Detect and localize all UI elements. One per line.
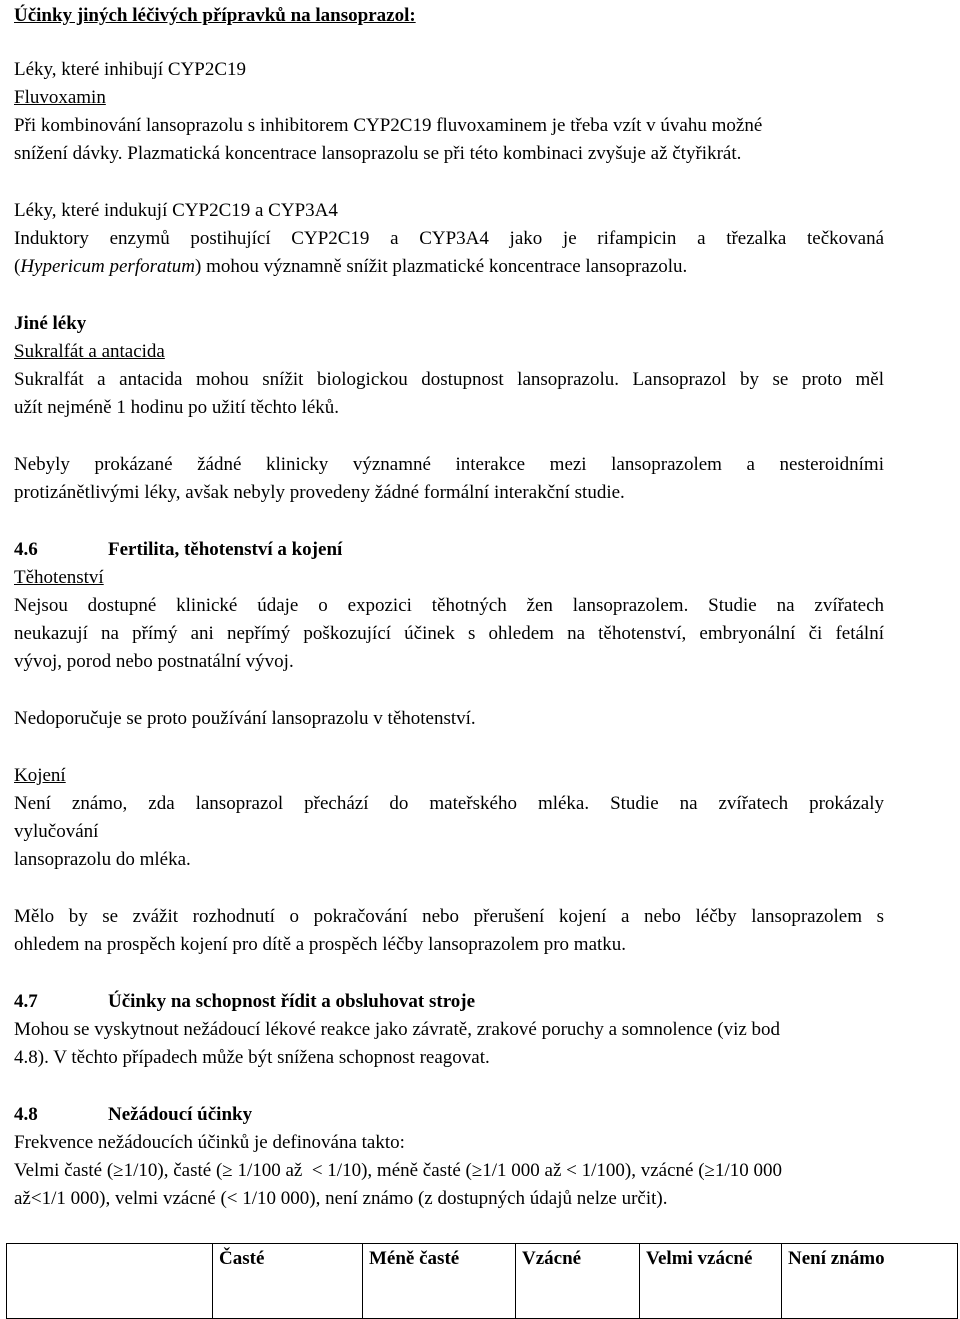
section-4-7-heading bbox=[14, 988, 475, 1016]
section-4-6-number: 4.6 bbox=[14, 539, 38, 560]
table-header-cell: Vzácné bbox=[516, 1244, 640, 1319]
driving-text-line-1: Mohou se vyskytnout nežádoucí lékové reakce jako závratě, zrakové poruchy a somnolence (viz bod bbox=[14, 1019, 781, 1040]
fluvoxamin-subheading: Fluvoxamin bbox=[14, 87, 106, 108]
inducers-heading: Léky, které indukují CYP2C19 a CYP3A4 bbox=[14, 200, 338, 221]
pregnancy-subheading: Těhotenství bbox=[14, 567, 104, 588]
nsaid-text-line-2: protizánětlivými léky, avšak nebyly provedeny žádné formální interakční studie. bbox=[14, 482, 625, 503]
table-header-cell bbox=[7, 1244, 213, 1319]
other-drugs-heading: Jiné léky bbox=[14, 313, 87, 334]
frequency-table bbox=[6, 1243, 958, 1319]
table-header-row bbox=[7, 1244, 958, 1319]
hypericum-italic: Hypericum perforatum bbox=[20, 256, 195, 277]
lactation-decision-line-2: ohledem na prospěch kojení pro dítě a prospěch léčby lansoprazolem pro matku. bbox=[14, 934, 627, 955]
table-header-cell: Velmi vzácné bbox=[640, 1244, 782, 1319]
inducers-paren-open: ( bbox=[14, 256, 21, 277]
pregnancy-recommendation: Nedoporučuje se proto používání lansoprazolu v těhotenství. bbox=[14, 708, 476, 729]
section-4-6-title: Fertilita, těhotenství a kojení bbox=[108, 539, 343, 560]
table-header-cell: Není známo bbox=[782, 1244, 958, 1319]
section-4-8-title: Nežádoucí účinky bbox=[108, 1104, 253, 1125]
driving-text-line-2: 4.8). V těchto případech může být snížena schopnost reagovat. bbox=[14, 1047, 490, 1068]
inducers-text-line-2 bbox=[14, 253, 687, 281]
section-4-7-title: Účinky na schopnost řídit a obsluhovat stroje bbox=[108, 991, 476, 1012]
lactation-subheading: Kojení bbox=[14, 765, 66, 786]
sucralfate-subheading: Sukralfát a antacida bbox=[14, 341, 165, 362]
lactation-text-line-3: lansoprazolu do mléka. bbox=[14, 849, 191, 870]
nsaid-text-line-1: Nebyly prokázané žádné klinicky významné interakce mezi lansoprazolem a nesteroidními bbox=[14, 454, 884, 475]
pregnancy-text-line-3: vývoj, porod nebo postnatální vývoj. bbox=[14, 651, 294, 672]
frequency-definition-line-2: až<1/1 000), velmi vzácné (< 1/10 000), není známo (z dostupných údajů nelze určit). bbox=[14, 1188, 668, 1209]
lactation-text-line-1: Není známo, zda lansoprazol přechází do mateřského mléka. Studie na zvířatech prokázaly bbox=[14, 793, 884, 814]
fluvoxamin-text-line-2: snížení dávky. Plazmatická koncentrace lansoprazolu se při této kombinaci zvyšuje až čtyřikrát. bbox=[14, 143, 742, 164]
lactation-decision-line-1: Mělo by se zvážit rozhodnutí o pokračování nebo přerušení kojení a nebo léčby lansoprazolem s bbox=[14, 906, 884, 927]
sucralfate-text-line-1: Sukralfát a antacida mohou snížit biologickou dostupnost lansoprazolu. Lansoprazol by se proto měl bbox=[14, 369, 884, 390]
pregnancy-text-line-1: Nejsou dostupné klinické údaje o expozici těhotných žen lansoprazolem. Studie na zvířatech bbox=[14, 595, 884, 616]
table-header-cell: Méně časté bbox=[363, 1244, 516, 1319]
page-title: Účinky jiných léčivých přípravků na lansoprazol: bbox=[14, 5, 416, 26]
pregnancy-text-line-2: neukazují na přímý ani nepřímý poškozující účinek s ohledem na těhotenství, embryonální či fetální bbox=[14, 623, 884, 644]
lactation-text-line-2: vylučování bbox=[14, 821, 99, 842]
cyp2c19-inhibitors-heading: Léky, které inhibují CYP2C19 bbox=[14, 59, 247, 80]
sucralfate-text-line-2: užít nejméně 1 hodinu po užití těchto léků. bbox=[14, 397, 340, 418]
section-4-7-number: 4.7 bbox=[14, 991, 38, 1012]
inducers-text-line-1: Induktory enzymů postihující CYP2C19 a CYP3A4 jako je rifampicin a třezalka tečkovaná bbox=[14, 228, 884, 249]
inducers-text-rest: ) mohou významně snížit plazmatické koncentrace lansoprazolu. bbox=[195, 256, 688, 277]
section-4-8-heading bbox=[14, 1101, 252, 1129]
fluvoxamin-text-line-1: Při kombinování lansoprazolu s inhibitorem CYP2C19 fluvoxaminem je třeba vzít v úvahu možné bbox=[14, 115, 763, 136]
section-4-8-number: 4.8 bbox=[14, 1104, 38, 1125]
frequency-intro: Frekvence nežádoucích účinků je definována takto: bbox=[14, 1132, 405, 1153]
frequency-definition-line-1: Velmi časté (≥1/10), časté (≥ 1/100 až < 1/10), méně časté (≥1/1 000 až < 1/100), vzácné (≥1/10 000 bbox=[14, 1160, 783, 1181]
section-4-6-heading bbox=[14, 536, 342, 564]
table-header-cell: Časté bbox=[213, 1244, 363, 1319]
